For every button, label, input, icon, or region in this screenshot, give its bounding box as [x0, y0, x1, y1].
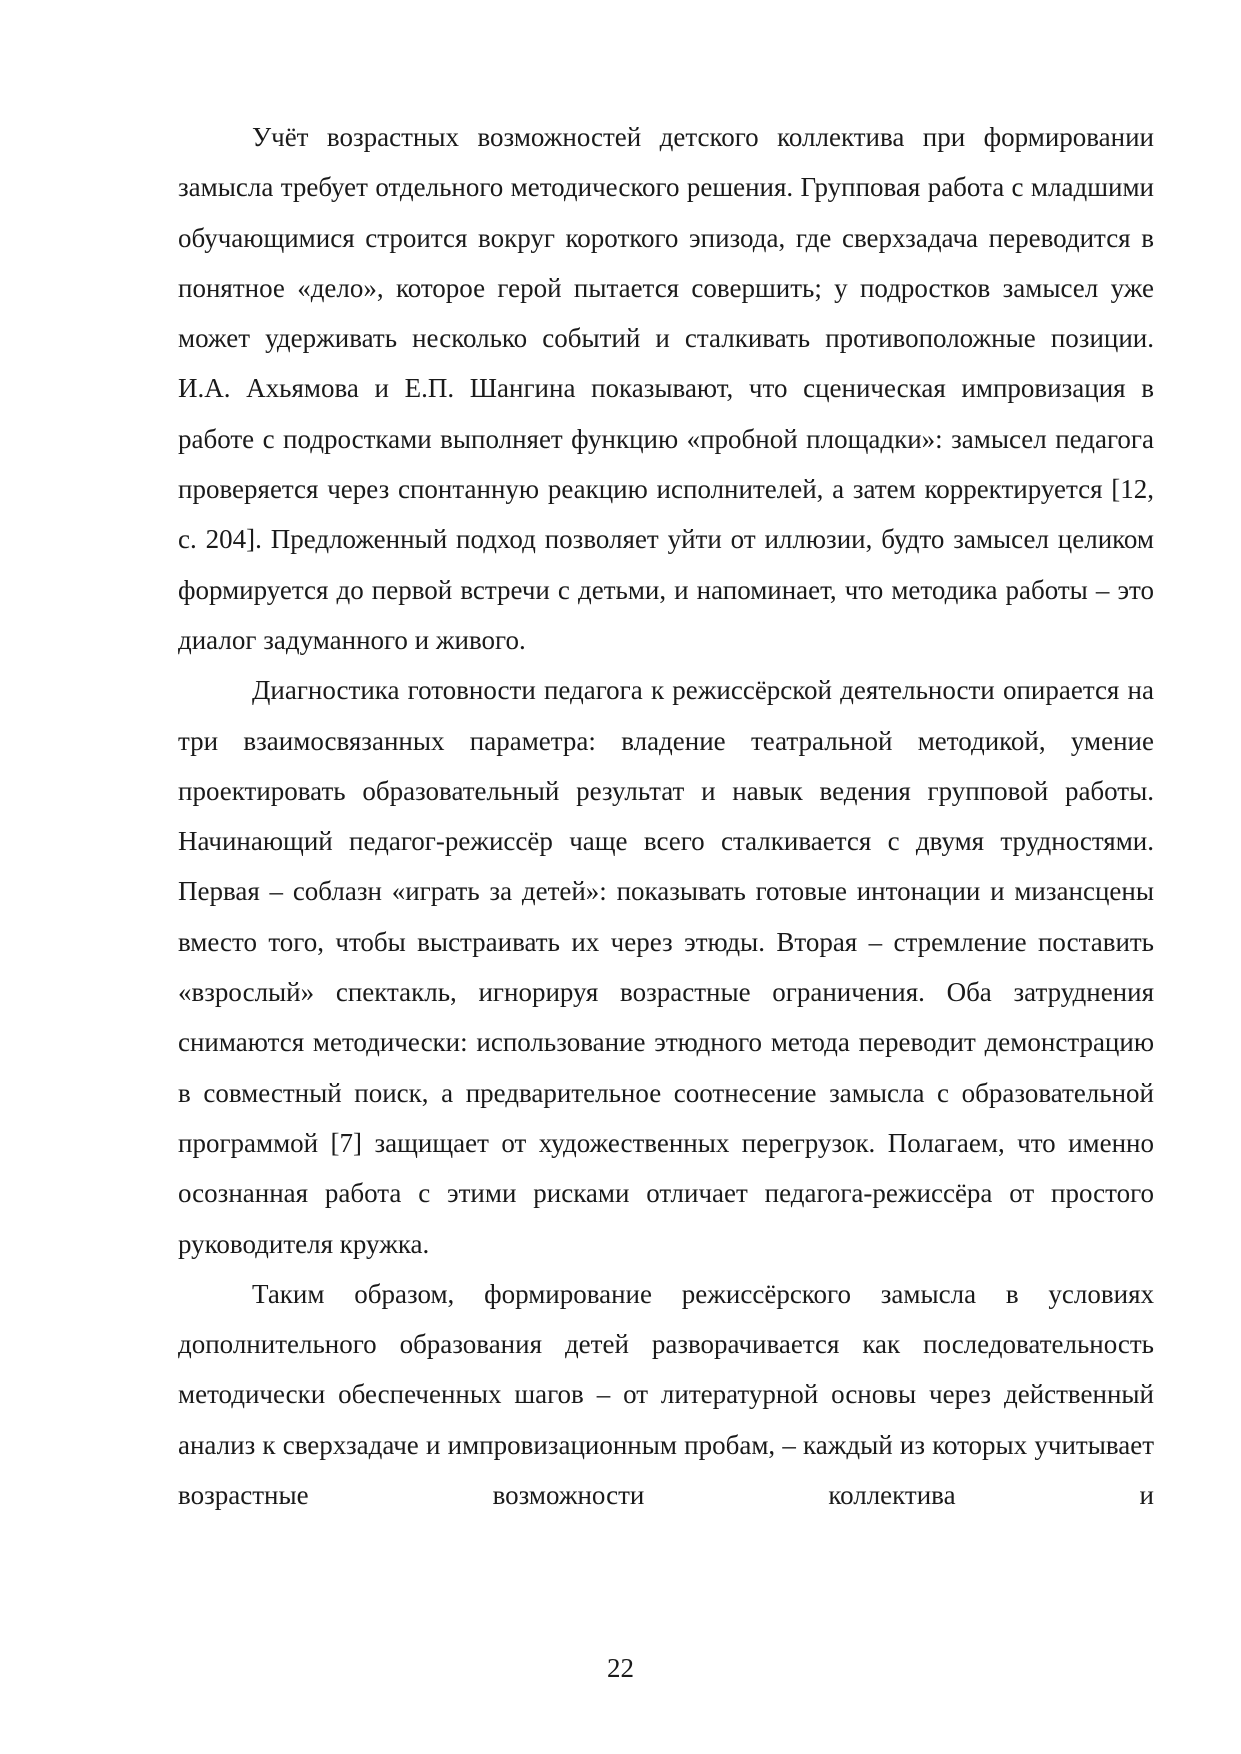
paragraph-3: Таким образом, формирование режиссёрского замысла в условиях дополнительного образования детей разворачивается как последовательность методически обеспеченных шагов – от литературной основы через действенный анализ к сверхзадаче и импровизационным пробам, – каждый из которых учитывает возрастные возможности коллектива и	[178, 1278, 1154, 1511]
paragraph-2: Диагностика готовности педагога к режиссёрской деятельности опирается на три взаимосвязанных параметра: владение театральной методикой, умение проектировать образовательный результат и навык ведения групповой работы. Начинающий педагог-режиссёр чаще всего сталкивается с двумя трудностями. Первая – соблазн «играть за детей»: показывать готовые интонации и мизансцены вместо того, чтобы выстраивать их через этюды. Вторая – стремление поставить «взрослый» спектакль, игнорируя возрастные ограничения. Оба затруднения снимаются методически: использование этюдного метода переводит демонстрацию в совместный поиск, а предварительное соотнесение замысла с образовательной программой [7] защищает от художественных перегрузок. Полагаем, что именно осознанная работа с этими рисками отличает педагога-режиссёра от простого руководителя кружка.	[178, 675, 1154, 1259]
body-text	[178, 112, 1154, 1520]
page-number: 22	[607, 1653, 634, 1683]
paragraph-1: Учёт возрастных возможностей детского коллектива при формировании замысла требует отдельного методического решения. Групповая работа с младшими обучающимися строится вокруг короткого эпизода, где сверхзадача переводится в понятное «дело», которое герой пытается совершить; у подростков замысел уже может удерживать несколько событий и сталкивать противоположные позиции. И.А. Ахьямова и Е.П. Шангина показывают, что сценическая импровизация в работе с подростками выполняет функцию «пробной площадки»: замысел педагога проверяется через спонтанную реакцию исполнителей, а затем корректируется [12, с. 204]. Предложенный подход позволяет уйти от иллюзии, будто замысел целиком формируется до первой встречи с детьми, и напоминает, что методика работы – это диалог задуманного и живого.	[178, 122, 1154, 655]
